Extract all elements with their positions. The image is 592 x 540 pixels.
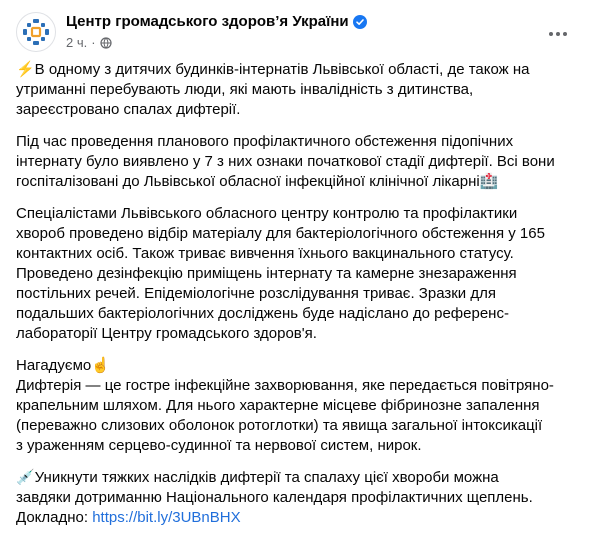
globe-icon[interactable] — [100, 37, 112, 49]
post-line: подальших бактеріологічних досліджень буде надіслано до референс- — [16, 305, 509, 322]
post-line: завдяки дотриманню Національного календаря профілактичних щеплень. — [16, 489, 533, 506]
post-line: ⚡В одному з дитячих будинків-інтернатів Львівської області, де також на — [16, 61, 530, 78]
cross-logo-icon — [21, 17, 51, 47]
post-line: Під час проведення планового профілактичного обстеження підопічних — [16, 133, 514, 150]
post-line: крапельним шляхом. Для нього характерне місцеве фібринозне запалення — [16, 397, 540, 414]
post-line: контактних осіб. Також триває вивчення їхнього вакцинального статусу. — [16, 245, 514, 262]
post-paragraph-1 — [16, 60, 580, 120]
post-line: утриманні перебувають люди, які мають інвалідність з дитинства, — [16, 81, 474, 98]
more-dot — [563, 32, 567, 36]
verified-badge-icon — [353, 15, 367, 29]
post-paragraph-4 — [16, 356, 580, 456]
details-line — [16, 508, 580, 528]
post-line: (переважно слизових оболонок ротоглотки) та явища загальної інтоксикації — [16, 417, 543, 434]
post-line: зареєстровано спалах дифтерії. — [16, 101, 241, 118]
post-line: Нагадуємо☝ — [16, 357, 110, 374]
post-line: лабораторії Центру громадського здоров'я. — [16, 325, 317, 342]
post-line: Проведено дезінфекцію приміщень інтернату та камерне знезараження — [16, 265, 517, 282]
post-body — [16, 60, 580, 540]
page-name-text[interactable]: Центр громадського здоров’я України — [66, 13, 349, 30]
post-paragraph-5 — [16, 468, 580, 528]
more-dot — [556, 32, 560, 36]
meta-separator: · — [91, 35, 96, 50]
post-line: інтернату було виявлено у 7 з них ознаки початкової стадії дифтерії. Всі вони — [16, 153, 555, 170]
post-paragraph-3 — [16, 204, 580, 344]
post-timestamp[interactable]: 2 ч. — [66, 35, 88, 50]
more-dot — [549, 32, 553, 36]
post-line: госпіталізовані до Львівської обласної інфекційної клінічної лікарні🏥 — [16, 173, 499, 190]
details-label: Докладно: — [16, 509, 89, 526]
post-line: Дифтерія — це гостре інфекційне захворювання, яке передається повітряно- — [16, 377, 554, 394]
post-line: хвороб проведено відбір матеріалу для бактеріологічного обстеження у 165 — [16, 225, 545, 242]
post-meta — [66, 35, 112, 50]
post-paragraph-2 — [16, 132, 580, 192]
post-line: 💉Уникнути тяжких наслідків дифтерії та спалаху цієї хвороби можна — [16, 469, 499, 486]
details-link[interactable]: https://bit.ly/3UBnBHX — [92, 509, 241, 526]
page-avatar[interactable] — [16, 12, 56, 52]
post-line: з ураженням серцево-судинної та нервової систем, нирок. — [16, 437, 422, 454]
post-line: Спеціалістами Львівського обласного центру контролю та профілактики — [16, 205, 518, 222]
more-options-button[interactable] — [540, 16, 576, 52]
post-line: постільних речей. Епідеміологічне розслідування триває. Зразки для — [16, 285, 496, 302]
page-name[interactable] — [66, 13, 367, 30]
